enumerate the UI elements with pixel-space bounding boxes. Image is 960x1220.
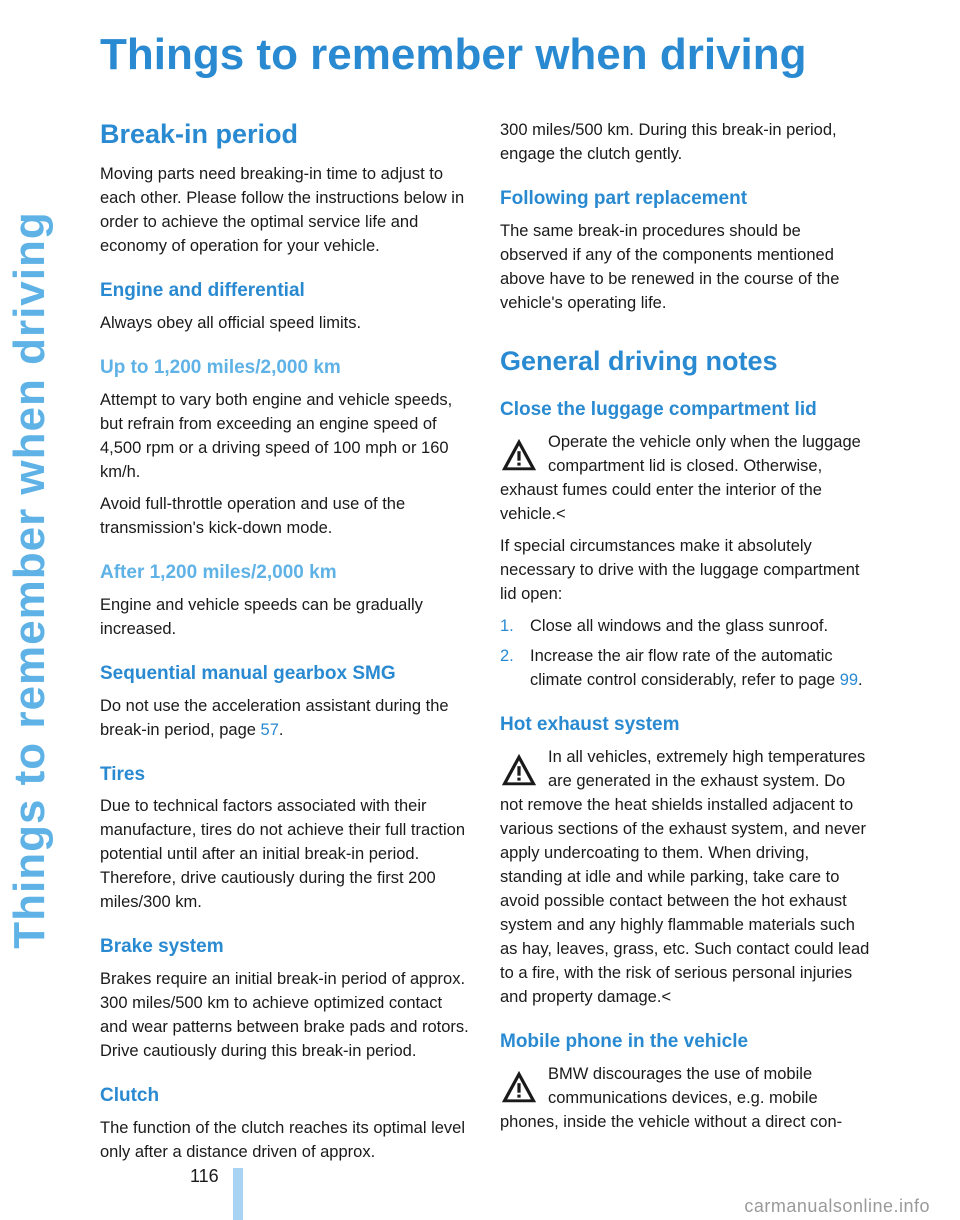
luggage-heading: Close the luggage compartment lid — [500, 399, 817, 421]
warning-triangle-icon — [500, 751, 538, 789]
list-item — [500, 614, 872, 638]
luggage-warning-block — [500, 430, 872, 526]
warning-triangle-icon — [500, 1068, 538, 1106]
footer-bar — [233, 1168, 243, 1220]
watermark: carmanualsonline.info — [744, 1196, 930, 1216]
step-text: Increase the air flow rate of the automatic climate control considerably, refer to page — [530, 646, 840, 689]
break-in-text: Moving parts need breaking-in time to adjust to each other. Please follow the instructions below in order to achieve the optimal service life and economy of operation for your vehicle. — [100, 165, 465, 256]
smg-page-link[interactable]: 57 — [260, 720, 279, 739]
break-in-heading: Break-in period — [100, 119, 299, 149]
after-heading: After 1,200 miles/2,000 km — [100, 561, 337, 583]
following-heading: Following part replacement — [500, 188, 748, 209]
clutch-text: The function of the clutch reaches its optimal level only after a distance driven of approx. — [100, 1118, 466, 1161]
up-to-heading: Up to 1,200 miles/2,000 km — [100, 357, 341, 379]
step-page-link[interactable]: 99 — [839, 670, 859, 689]
steps-list — [500, 614, 872, 692]
left-column — [100, 118, 472, 1172]
up-to-text-1: Attempt to vary both engine and vehicle speeds, but refrain from exceeding an engine speed of 4,500 rpm or a driving speed of 100 mph or 160 km/h. — [100, 390, 453, 481]
following-text: The same break-in procedures should be observed if any of the components mentioned above have to be renewed in the course of the vehicle's operating life. — [500, 221, 840, 312]
exhaust-heading: Hot exhaust system — [500, 713, 680, 735]
list-item: 2. Increase the air flow rate of the automatic climate control considerably, refer to page 99. — [500, 644, 872, 692]
exhaust-warning-block — [500, 745, 872, 1009]
warning-triangle-icon — [500, 436, 538, 474]
brake-heading: Brake system — [100, 936, 224, 958]
side-tab — [0, 0, 60, 1160]
smg-heading: Sequential manual gearbox SMG — [100, 662, 396, 684]
brake-text: Brakes require an initial break-in period of approx. 300 miles/500 km to achieve optimized contact and wear patterns between brake pads and rotors. Drive cautiously during this break-in period. — [100, 970, 469, 1061]
clutch-heading: Clutch — [100, 1085, 160, 1107]
up-to-text-2: Avoid full-throttle operation and use of the transmission's kick-down mode. — [100, 494, 406, 537]
exhaust-warning-text: In all vehicles, extremely high temperatures are generated in the exhaust system. Do not remove the heat shields installed adjacent to various sections of the exhaust system, and never apply undercoating to them. When driving, standing at idle and while parking, take care to avoid possible contact between the hot exhaust system and any highly flammable materials such as hay, leaves, grass, etc. Such contact could lead to a fire, with the risk of serious personal injuries and property damage.< — [500, 747, 870, 1006]
tires-text: Due to technical factors associated with their manufacture, tires do not achieve their full traction potential until after an initial break-in period. Therefore, drive cautiously during the first 200 miles/300 km. — [100, 797, 466, 912]
phone-warning-block — [500, 1062, 872, 1134]
step-text: Close all windows and the glass sunroof. — [530, 616, 829, 635]
luggage-warning-text: Operate the vehicle only when the luggage compartment lid is closed. Otherwise, exhaust fumes could enter the interior of the vehicle.< — [500, 432, 861, 523]
smg-paragraph: Do not use the acceleration assistant during the break-in period, page 57. — [100, 696, 449, 739]
clutch-continued-text: 300 miles/500 km. During this break-in period, engage the clutch gently. — [500, 121, 837, 163]
engine-text: Always obey all official speed limits. — [100, 314, 362, 333]
phone-warning-text: BMW discourages the use of mobile communications devices, e.g. mobile phones, inside the vehicle without a direct con- — [500, 1064, 843, 1131]
page-title: Things to remember when driving — [100, 30, 807, 79]
side-tab-label: Things to remember when driving — [5, 211, 55, 949]
phone-heading: Mobile phone in the vehicle — [500, 1030, 749, 1052]
step-number: 2. — [500, 646, 514, 665]
tires-heading: Tires — [100, 763, 146, 785]
general-heading: General driving notes — [500, 345, 778, 376]
right-column — [500, 118, 872, 1142]
step-number: 1. — [500, 616, 514, 635]
luggage-text: If special circumstances make it absolutely necessary to drive with the luggage compartment lid open: — [500, 536, 860, 603]
smg-text: Do not use the acceleration assistant during the break-in period, page — [100, 696, 449, 739]
page-number: 116 — [190, 1166, 219, 1186]
engine-heading: Engine and differential — [100, 280, 305, 302]
after-text: Engine and vehicle speeds can be gradually increased. — [100, 595, 423, 638]
